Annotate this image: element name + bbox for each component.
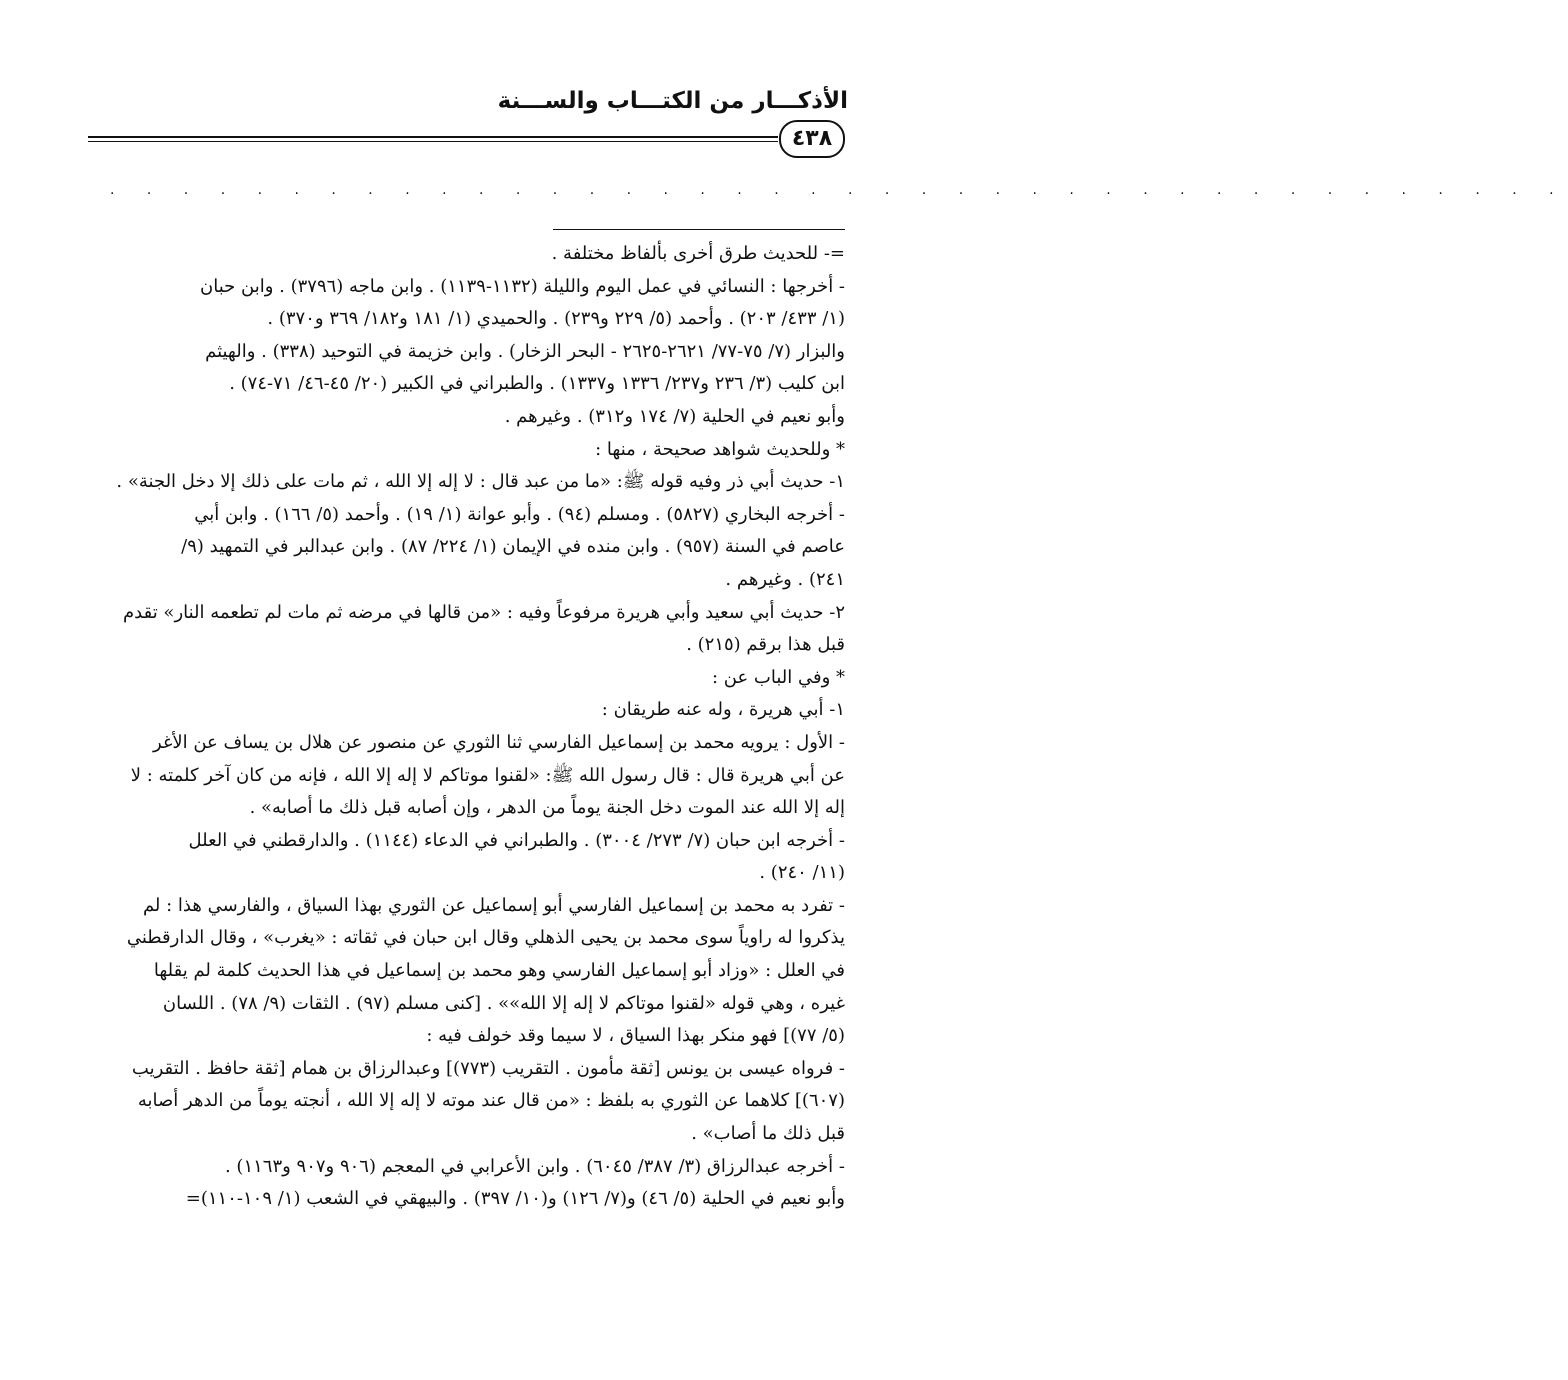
text-line: عاصم في السنة (٩٥٧) . وابن منده في الإيمان (١/ ٢٢٤/ ٨٧) . وابن عبدالبر في التمهيد (٩/ — [181, 536, 845, 558]
text-line: - الأول : يرويه محمد بن إسماعيل الفارسي ثنا الثوري عن منصور عن هلال بن يساف عن الأغر — [153, 731, 845, 753]
text-line: قبل هذا برقم (٢١٥) . — [686, 634, 845, 656]
text-line: إله إلا الله عند الموت دخل الجنة يوماً من الدهر ، وإن أصابه قبل ذلك ما أصابه» . — [249, 797, 845, 819]
page-number: ٤٣٨ — [779, 120, 845, 158]
text-line: - أخرجه ابن حبان (٧/ ٢٧٣/ ٣٠٠٤) . والطبراني في الدعاء (١١٤٤) . والدارقطني في العلل — [188, 829, 845, 851]
text-line: (٦٠٧)] كلاهما عن الثوري به بلفظ : «من قال عند موته لا إله إلا الله ، أنجته يوماً من الدهر أصابه — [137, 1090, 845, 1112]
text-line: * وفي الباب عن : — [711, 666, 845, 688]
text-line: - تفرد به محمد بن إسماعيل الفارسي أبو إسماعيل عن الثوري بهذا السياق ، والفارسي هذا : لم — [142, 894, 845, 916]
text-line: (٥/ ٧٧)] فهو منكر بهذا السياق ، لا سيما وقد خولف فيه : — [426, 1025, 845, 1047]
dot-leader: . . . . . . . . . . . . . . . . . . . . . . . . . . . . . . . . . . . . . . . . — [110, 182, 1568, 198]
text-line: - أخرجه البخاري (٥٨٢٧) . ومسلم (٩٤) . وأبو عوانة (١/ ١٩) . وأحمد (٥/ ١٦٦) . وابن أبي — [194, 503, 845, 525]
text-line: وأبو نعيم في الحلية (٧/ ١٧٤ و٣١٢) . وغيرهم . — [504, 405, 845, 427]
text-line: والبزار (٧/ ٧٥-٧٧/ ٢٦٢١-٢٦٢٥ - البحر الزخار) . وابن خزيمة في التوحيد (٣٣٨) . والهيثم — [205, 340, 845, 362]
text-line: * وللحديث شواهد صحيحة ، منها : — [595, 438, 845, 460]
text-line: في العلل : «وزاد أبو إسماعيل الفارسي وهو محمد بن إسماعيل في هذا الحديث كلمة لم يقلها — [153, 960, 845, 982]
text-line: ٢- حديث أبي سعيد وأبي هريرة مرفوعاً وفيه : «من قالها في مرضه ثم مات لم تطعمه النار» تقدم — [123, 601, 845, 623]
text-line: عن أبي هريرة قال : قال رسول الله ﷺ: «لقنوا موتاكم لا إله إلا الله ، فإنه من كان آخر كلمته : لا — [130, 764, 845, 786]
text-line: (١١/ ٢٤٠) . — [759, 862, 845, 884]
header-rule — [88, 136, 778, 142]
footnote-text — [80, 238, 845, 1216]
text-line: وأبو نعيم في الحلية (٥/ ٤٦) و(٧/ ١٢٦) و(١٠/ ٣٩٧) . والبيهقي في الشعب (١/ ١٠٩-١١٠)= — [185, 1188, 845, 1210]
text-line: يذكروا له راوياً سوى محمد بن يحيى الذهلي وقال ابن حبان في ثقاته : «يغرب» ، وقال الدارقطني — [126, 927, 845, 949]
text-line: - فرواه عيسى بن يونس [ثقة مأمون . التقريب (٧٧٣)] وعبدالرزاق بن همام [ثقة حافظ . التقريب — [131, 1057, 845, 1079]
text-line: - أخرجه عبدالرزاق (٣/ ٣٨٧/ ٦٠٤٥) . وابن الأعرابي في المعجم (٩٠٦ و٩٠٧ و١١٦٣) . — [224, 1155, 845, 1177]
text-line: - أخرجها : النسائي في عمل اليوم والليلة (١١٣٢-١١٣٩) . وابن ماجه (٣٧٩٦) . وابن حبان — [200, 275, 845, 297]
text-line: (١/ ٤٣٣/ ٢٠٣) . وأحمد (٥/ ٢٢٩ و٢٣٩) . والحميدي (١/ ١٨١ و١٨٢/ ٣٦٩ و٣٧٠) . — [267, 308, 845, 330]
text-line: غيره ، وهي قوله «لقنوا موتاكم لا إله إلا الله»» . [كنى مسلم (٩٧) . الثقات (٩/ ٧٨) . اللسان — [162, 992, 845, 1014]
text-line: قبل ذلك ما أصاب» . — [691, 1123, 845, 1145]
running-header-title: الأذكـــار من الكتـــاب والســـنة — [497, 88, 848, 114]
text-line: ابن كليب (٣/ ٢٣٦ و٢٣٧/ ١٣٣٦ و١٣٣٧) . والطبراني في الكبير (٢٠/ ٤٥-٤٦/ ٧١-٧٤) . — [229, 373, 845, 395]
text-line: ١- حديث أبي ذر وفيه قوله ﷺ: «ما من عبد قال : لا إله إلا الله ، ثم مات على ذلك إلا دخل الجنة» . — [116, 471, 845, 493]
footnote-rule — [553, 229, 845, 230]
text-line: ٢٤١) . وغيرهم . — [725, 568, 845, 590]
text-line: =- للحديث طرق أخرى بألفاظ مختلفة . — [551, 243, 845, 264]
text-line: ١- أبي هريرة ، وله عنه طريقان : — [601, 699, 845, 721]
